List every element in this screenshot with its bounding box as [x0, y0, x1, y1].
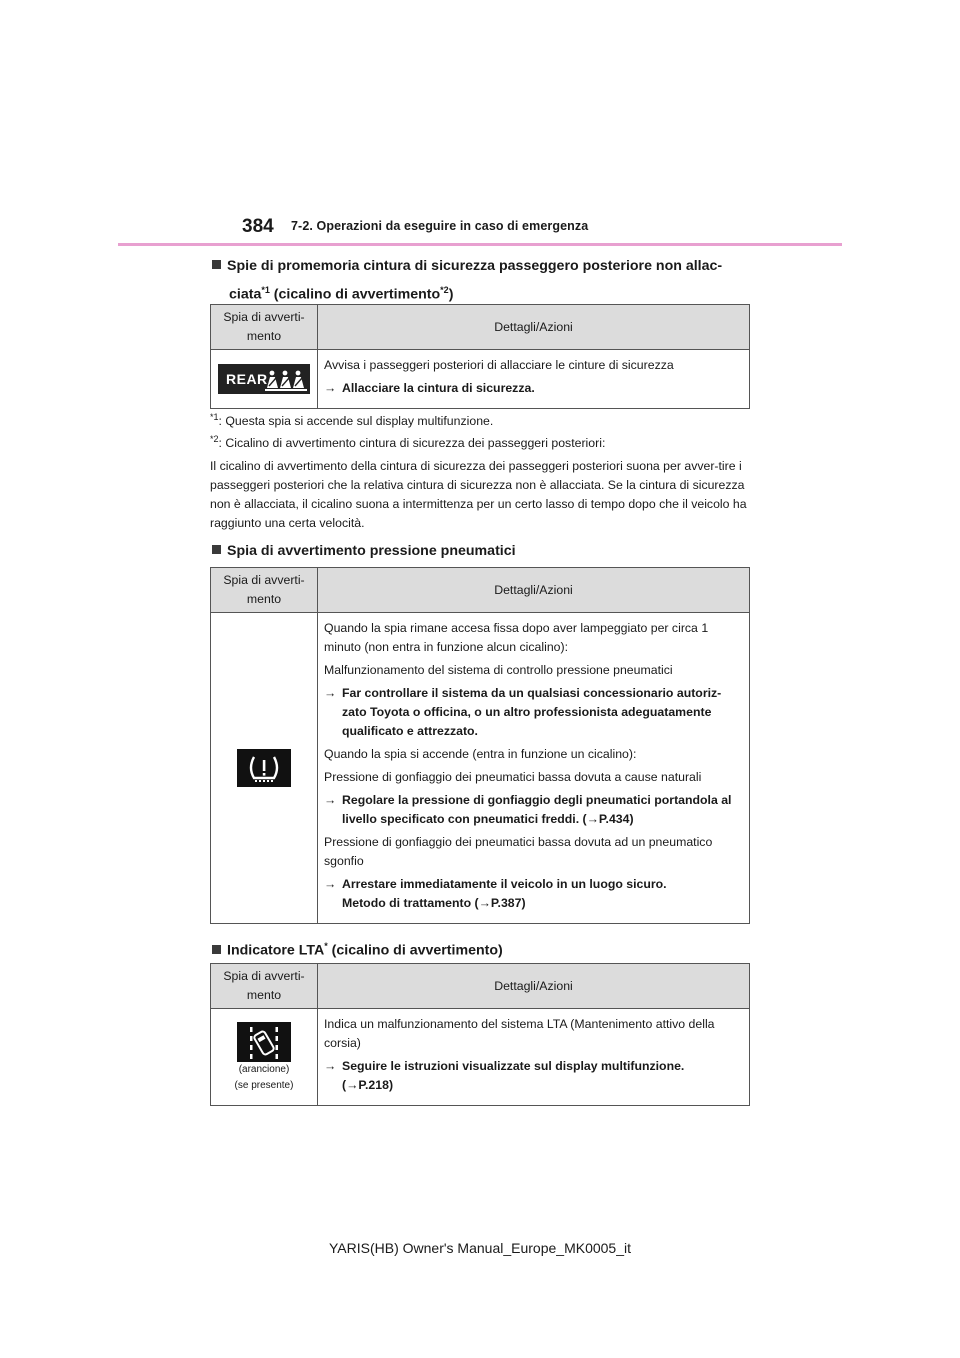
header-rule	[118, 243, 842, 246]
action-text: → Seguire le istruzioni visualizzate sul display multifunzione. (→P.218)	[324, 1059, 685, 1092]
square-bullet-icon	[212, 545, 221, 554]
action-text: → Far controllare il sistema da un qualsiasi concessionario autoriz-zato Toyota o officina, o un altro professionista adeguatamente qualificato e attrezzato.	[324, 686, 722, 738]
icon-caption-color: (arancione)	[238, 1064, 290, 1075]
action-text: → Regolare la pressione di gonfiaggio degli pneumatici portandola al livello specificato con pneumatici freddi. (→P.434)	[324, 793, 732, 826]
section-title-rear-seatbelt: Spie di promemoria cintura di sicurezza passeggero posteriore non allac- ciata$^{*1}$ (cicalino di avvertimento$^{*2}$)	[212, 254, 772, 307]
detail-text: Malfunzionamento del sistema di controllo pressione pneumatici	[324, 663, 673, 677]
table-header-details: Dettagli/Azioni	[318, 568, 750, 613]
section-title-lta: Indicatore LTA* (cicalino di avvertimento)	[212, 934, 503, 963]
table-header-warning-light: Spia di avverti- mento	[211, 305, 318, 350]
page-number: 384	[242, 216, 274, 237]
table-header-details: Dettagli/Azioni	[318, 305, 750, 350]
warning-table-tire-pressure	[210, 567, 750, 924]
running-head: 7-2. Operazioni da eseguire in caso di emergenza	[291, 219, 589, 233]
rear-seatbelt-reminder-icon: REAR	[218, 364, 310, 394]
square-bullet-icon	[212, 260, 221, 269]
detail-text: Pressione di gonfiaggio dei pneumatici bassa dovuta ad un pneumatico sgonfio	[324, 835, 713, 868]
footnote-1: $^{*1}$: Questa spia si accende sul display multifunzione.	[210, 412, 494, 429]
table-header-warning-light: Spia di avverti- mento	[211, 964, 318, 1009]
footer: YARIS(HB) Owner's Manual_Europe_MK0005_it	[329, 1240, 631, 1256]
warning-table-rear-seatbelt	[210, 304, 750, 409]
section-title-tire-pressure: Spia di avvertimento pressione pneumatici	[212, 539, 516, 563]
table-header-details: Dettagli/Azioni	[318, 964, 750, 1009]
detail-text: Quando la spia rimane accesa fissa dopo aver lampeggiato per circa 1 minuto (non entra in funzione alcun cicalino):	[324, 621, 709, 654]
square-bullet-icon	[212, 945, 221, 954]
action-text: → Allacciare la cintura di sicurezza.	[324, 381, 535, 395]
detail-text: Avvisa i passeggeri posteriori di allacciare le cinture di sicurezza	[324, 358, 674, 372]
action-text: → Arrestare immediatamente il veicolo in un luogo sicuro. Metodo di trattamento (→P.387)	[324, 877, 667, 910]
detail-text: Quando la spia si accende (entra in funzione un cicalino):	[324, 747, 637, 761]
warning-table-lta	[210, 963, 750, 1106]
icon-caption-optional: (se presente)	[234, 1080, 294, 1091]
table-header-warning-light: Spia di avverti- mento	[211, 568, 318, 613]
detail-text: Pressione di gonfiaggio dei pneumatici bassa dovuta a cause naturali	[324, 770, 702, 784]
detail-text: Indica un malfunzionamento del sistema LTA (Mantenimento attivo della corsia)	[324, 1017, 715, 1050]
footnote-2: $^{*2}$: Cicalino di avvertimento cintura di sicurezza dei passeggeri posteriori:	[210, 434, 606, 451]
lta-indicator-icon	[237, 1022, 291, 1062]
body-paragraph: Il cicalino di avvertimento della cintura di sicurezza dei passeggeri posteriori suona per avver-tire i passeggeri posteriori che la relativa cintura di sicurezza non è allacciata. Se la cintura di sicurezza non è allacciata, il cicalino suona a intermittenza per un certo lasso di tempo dopo che il veicolo ha raggiunto una certa velocità.	[210, 459, 747, 530]
tire-pressure-warning-icon	[237, 749, 291, 787]
